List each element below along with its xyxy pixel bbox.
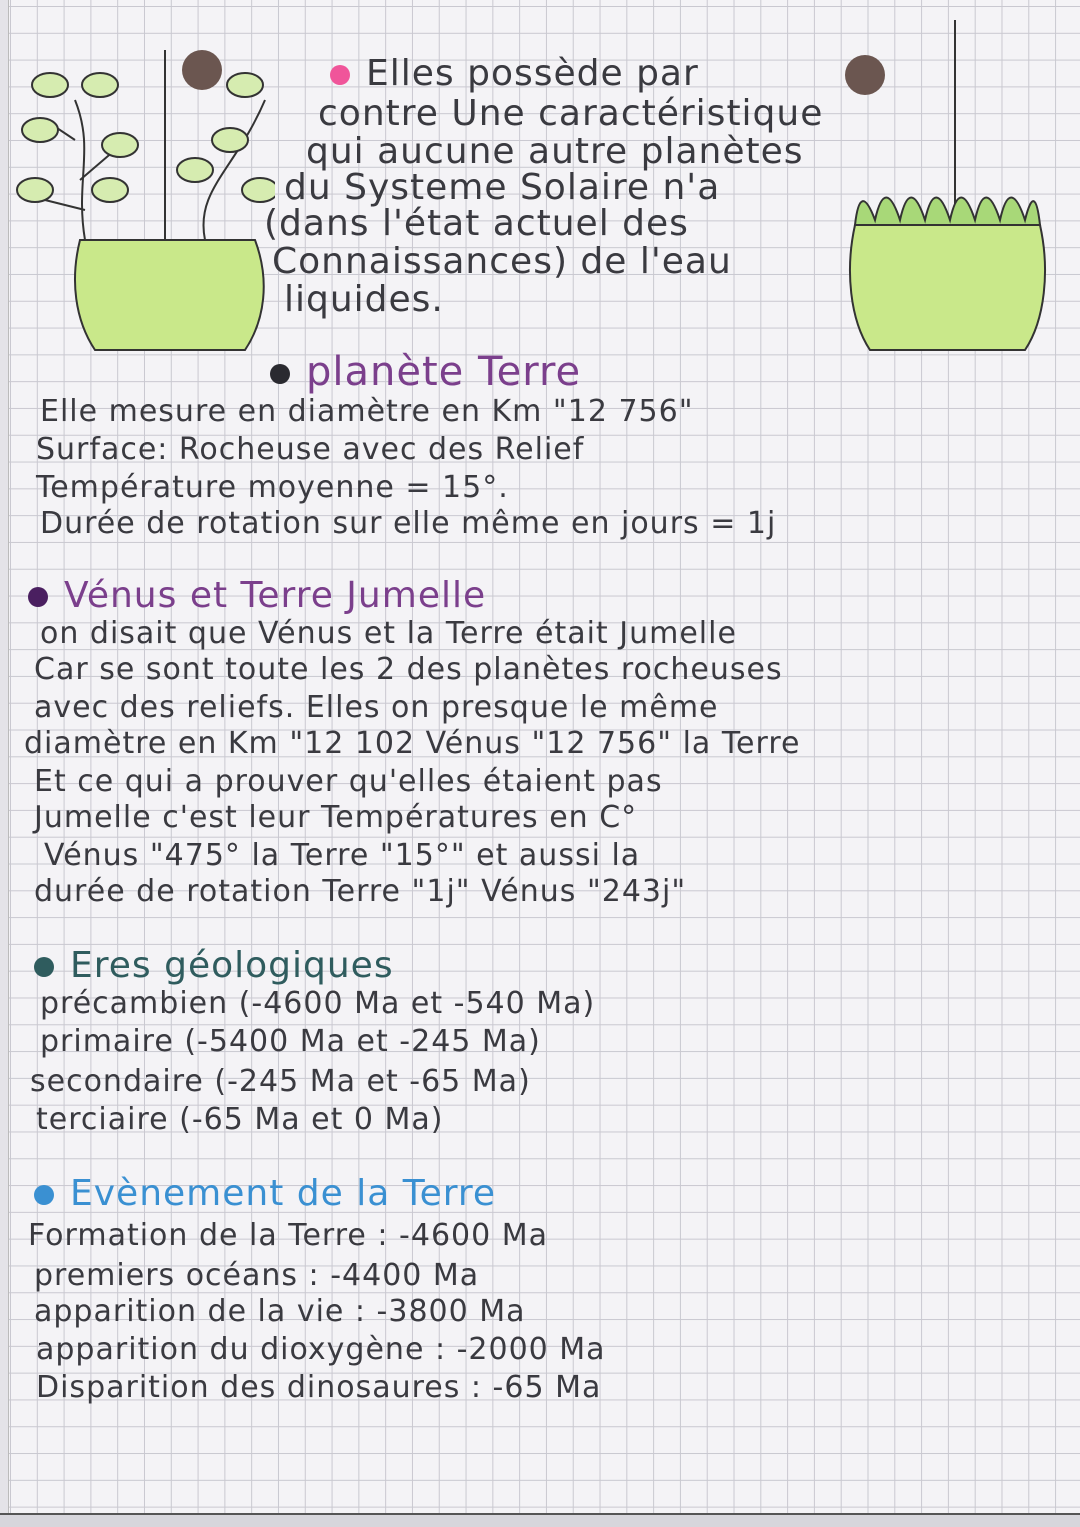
section-heading-terre: planète Terre [270, 354, 581, 390]
intro-line: contre Une caractéristique [318, 93, 824, 134]
terre-line: Surface: Rocheuse avec des Relief [36, 432, 585, 467]
teal-bullet-icon [34, 957, 54, 977]
plant-right-drawing [840, 20, 1050, 360]
intro-line: du Systeme Solaire n'a [284, 167, 721, 208]
pink-bullet-icon [330, 65, 350, 85]
section-heading-eres: Eres géologiques [34, 948, 394, 984]
bullet-icon [270, 364, 290, 384]
terre-line: Elle mesure en diamètre en Km "12 756" [40, 394, 694, 429]
venus-line: Car se sont toute les 2 des planètes rocheuses [34, 652, 783, 687]
terre-line: Température moyenne = 15°. [36, 470, 509, 505]
eres-line: précambien (-4600 Ma et -540 Ma) [40, 986, 596, 1021]
intro-line: liquides. [284, 279, 444, 320]
eres-line: terciaire (-65 Ma et 0 Ma) [36, 1102, 444, 1137]
evenement-line: Disparition des dinosaures : -65 Ma [36, 1370, 602, 1405]
venus-line: on disait que Vénus et la Terre était Jumelle [40, 616, 737, 651]
venus-line: Jumelle c'est leur Températures en C° [34, 800, 638, 835]
evenement-line: apparition de la vie : -3800 Ma [34, 1294, 526, 1329]
evenement-line: apparition du dioxygène : -2000 Ma [36, 1332, 606, 1367]
section-heading-venus: Vénus et Terre Jumelle [28, 578, 486, 614]
purple-bullet-icon [28, 587, 48, 607]
terre-line: Durée de rotation sur elle même en jours = 1j [40, 506, 777, 541]
eres-line: primaire (-5400 Ma et -245 Ma) [40, 1024, 541, 1059]
blue-bullet-icon [34, 1185, 54, 1205]
intro-line: (dans l'état actuel des [264, 203, 689, 244]
intro-line: qui aucune autre planètes [306, 131, 804, 172]
evenement-line: premiers océans : -4400 Ma [34, 1258, 480, 1293]
intro-line: Elles possède par [330, 56, 699, 92]
paper-edge [0, 0, 9, 1527]
evenement-line: Formation de la Terre : -4600 Ma [28, 1218, 549, 1253]
venus-line: Et ce qui a prouver qu'elles étaient pas [34, 764, 663, 799]
section-heading-evenement: Evènement de la Terre [34, 1176, 496, 1212]
venus-line: diamètre en Km "12 102 Vénus "12 756" la Terre [24, 726, 801, 761]
eres-line: secondaire (-245 Ma et -65 Ma) [30, 1064, 531, 1099]
venus-line: avec des reliefs. Elles on presque le même [34, 690, 719, 725]
intro-line: Connaissances) de l'eau [272, 241, 732, 282]
venus-line: Vénus "475° la Terre "15°" et aussi la [44, 838, 641, 873]
venus-line: durée de rotation Terre "1j" Vénus "243j" [34, 874, 687, 909]
paper-bottom-edge [0, 1513, 1080, 1527]
plant-left-drawing [15, 40, 275, 360]
